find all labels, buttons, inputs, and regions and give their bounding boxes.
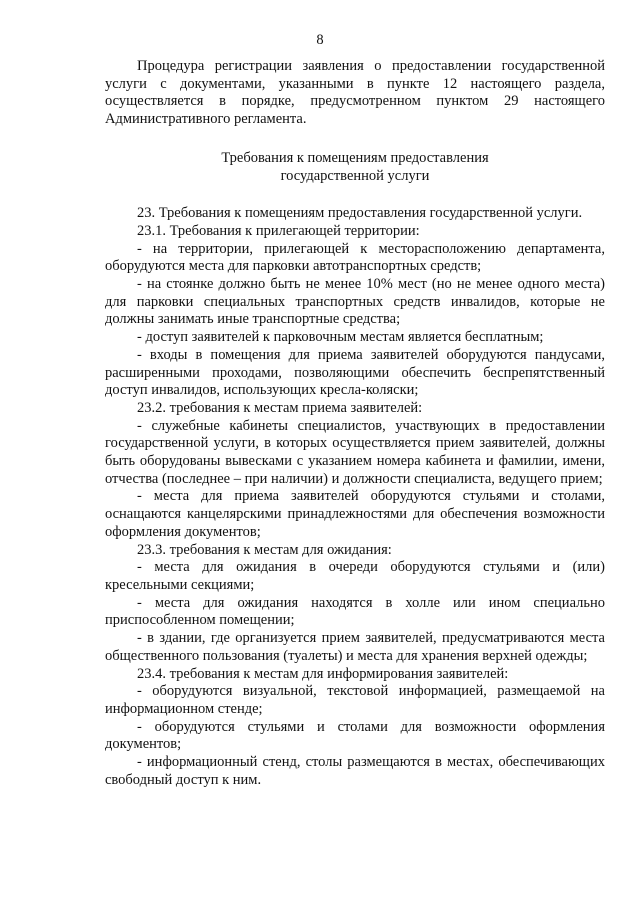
list-item: - в здании, где организуется прием заявителей, предусматриваются места общественного пользования (туалеты) и места для хранения верхней одежды; bbox=[105, 630, 605, 664]
document-body bbox=[105, 58, 605, 789]
list-item: - места для ожидания в очереди оборудуются стульями и (или) кресельными секциями; bbox=[105, 559, 605, 593]
list-item: - оборудуются стульями и столами для возможности оформления документов; bbox=[105, 718, 605, 753]
paragraph-23: 23. Требования к помещениям предоставления государственной услуги. bbox=[137, 205, 583, 222]
section-heading-line-2: государственной услуги bbox=[280, 167, 430, 184]
list-item: - на территории, прилегающей к месторасположению департамента, оборудуются места для парковки автотранспортных средств; bbox=[105, 240, 605, 275]
paragraph-23-4: 23.4. требования к местам для информирования заявителей: bbox=[137, 665, 509, 682]
page-number: 8 bbox=[316, 32, 324, 48]
paragraph-23-1: 23.1. Требования к прилегающей территории: bbox=[137, 222, 420, 239]
list-item: - оборудуются визуальной, текстовой информацией, размещаемой на информационном стенде; bbox=[105, 683, 605, 717]
paragraph-23-3: 23.3. требования к местам для ожидания: bbox=[137, 541, 392, 558]
list-item: - доступ заявителей к парковочным местам является бесплатным; bbox=[137, 329, 544, 346]
list-item: - места для приема заявителей оборудуются стульями и столами, оснащаются канцелярскими принадлежностями для обеспечения возможности оформления документов; bbox=[105, 488, 605, 540]
list-item: - места для ожидания находятся в холле или ином специально приспособленном помещении; bbox=[105, 594, 605, 629]
list-item: - на стоянке должно быть не менее 10% мест (но не менее одного места) для парковки специальных транспортных средств инвалидов, которые не должны занимать иные транспортные средства; bbox=[105, 276, 605, 328]
section-heading bbox=[105, 129, 605, 205]
paragraph-23-2: 23.2. требования к местам приема заявителей: bbox=[137, 399, 423, 416]
intro-paragraph: Процедура регистрации заявления о предоставлении государственной услуги с документами, указанными в пункте 12 настоящего раздела, осуществляется в порядке, предусмотренном пунктом 29 настоящего Административного регламента. bbox=[105, 58, 605, 128]
list-item: - служебные кабинеты специалистов, участвующих в предоставлении государственной услуги, в которых осуществляется прием заявителей, должны быть оборудованы вывесками с указанием номера кабинета и фамилии, имени, отчества (последнее – при наличии) и должности специалиста, ведущего прием; bbox=[105, 417, 605, 487]
list-item: - информационный стенд, столы размещаются в местах, обеспечивающих свободный доступ к ним. bbox=[105, 754, 605, 788]
list-item: - входы в помещения для приема заявителей оборудуются пандусами, расширенными проходами, позволяющими обеспечить беспрепятственный доступ инвалидов, использующих кресла-коляски; bbox=[105, 346, 605, 399]
section-heading-line-1: Требования к помещениям предоставления bbox=[221, 149, 489, 166]
